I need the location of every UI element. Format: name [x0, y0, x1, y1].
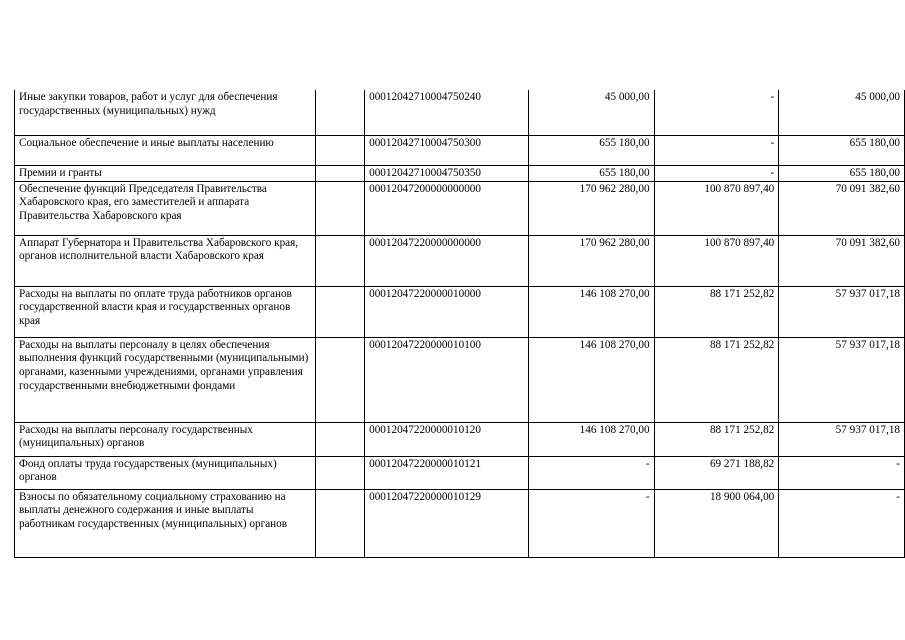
executed-amount-cell: -	[654, 165, 779, 181]
remaining-amount-cell: 655 180,00	[779, 135, 905, 165]
executed-amount-cell: 100 870 897,40	[654, 235, 779, 286]
expense-name-cell: Социальное обеспечение и иные выплаты населению	[15, 135, 316, 165]
executed-amount-cell: 69 271 188,82	[654, 456, 779, 489]
table-row	[15, 181, 905, 235]
remaining-amount-cell: 655 180,00	[779, 165, 905, 181]
empty-cell	[316, 181, 365, 235]
classification-code-cell: 00012047220000000000	[365, 235, 529, 286]
classification-code-cell: 00012047220000010000	[365, 286, 529, 337]
executed-amount-cell: -	[654, 135, 779, 165]
executed-amount-cell: 18 900 064,00	[654, 489, 779, 557]
expense-name-cell: Расходы на выплаты по оплате труда работников органов государственной власти края и государственных органов края	[15, 286, 316, 337]
empty-cell	[316, 489, 365, 557]
remaining-amount-cell: 57 937 017,18	[779, 337, 905, 422]
table-row	[15, 456, 905, 489]
table-row	[15, 489, 905, 557]
expense-name-cell: Взносы по обязательному социальному страхованию на выплаты денежного содержания и иные выплаты работникам государственных (муниципальных) органов	[15, 489, 316, 557]
classification-code-cell: 00012047220000010100	[365, 337, 529, 422]
expense-name-cell: Иные закупки товаров, работ и услуг для обеспечения государственных (муниципальных) нужд	[15, 90, 316, 135]
remaining-amount-cell: 57 937 017,18	[779, 422, 905, 456]
expense-name-cell: Аппарат Губернатора и Правительства Хабаровского края, органов исполнительной власти Хабаровского края	[15, 235, 316, 286]
classification-code-cell: 00012047220000010121	[365, 456, 529, 489]
approved-amount-cell: 45 000,00	[528, 90, 654, 135]
executed-amount-cell: 100 870 897,40	[654, 181, 779, 235]
expense-name-cell: Премии и гранты	[15, 165, 316, 181]
expense-name-cell: Обеспечение функций Председателя Правительства Хабаровского края, его заместителей и аппарата Правительства Хабаровского края	[15, 181, 316, 235]
empty-cell	[316, 337, 365, 422]
table-row	[15, 135, 905, 165]
remaining-amount-cell: 57 937 017,18	[779, 286, 905, 337]
remaining-amount-cell: -	[779, 456, 905, 489]
approved-amount-cell: 170 962 280,00	[528, 181, 654, 235]
table-row	[15, 165, 905, 181]
classification-code-cell: 00012047200000000000	[365, 181, 529, 235]
table-row	[15, 337, 905, 422]
empty-cell	[316, 135, 365, 165]
executed-amount-cell: 88 171 252,82	[654, 286, 779, 337]
approved-amount-cell: -	[528, 456, 654, 489]
expense-name-cell: Фонд оплаты труда государственых (муниципальных) органов	[15, 456, 316, 489]
executed-amount-cell: 88 171 252,82	[654, 422, 779, 456]
table-row	[15, 422, 905, 456]
approved-amount-cell: 146 108 270,00	[528, 286, 654, 337]
remaining-amount-cell: 45 000,00	[779, 90, 905, 135]
remaining-amount-cell: 70 091 382,60	[779, 235, 905, 286]
classification-code-cell: 00012047220000010120	[365, 422, 529, 456]
expense-name-cell: Расходы на выплаты персоналу государственных (муниципальных) органов	[15, 422, 316, 456]
approved-amount-cell: 655 180,00	[528, 165, 654, 181]
empty-cell	[316, 456, 365, 489]
table-row	[15, 235, 905, 286]
approved-amount-cell: 146 108 270,00	[528, 422, 654, 456]
remaining-amount-cell: 70 091 382,60	[779, 181, 905, 235]
budget-table	[14, 90, 905, 558]
executed-amount-cell: -	[654, 90, 779, 135]
classification-code-cell: 00012042710004750240	[365, 90, 529, 135]
classification-code-cell: 00012047220000010129	[365, 489, 529, 557]
empty-cell	[316, 165, 365, 181]
classification-code-cell: 00012042710004750350	[365, 165, 529, 181]
empty-cell	[316, 422, 365, 456]
executed-amount-cell: 88 171 252,82	[654, 337, 779, 422]
empty-cell	[316, 90, 365, 135]
approved-amount-cell: 146 108 270,00	[528, 337, 654, 422]
table-row	[15, 90, 905, 135]
empty-cell	[316, 286, 365, 337]
approved-amount-cell: 655 180,00	[528, 135, 654, 165]
expense-name-cell: Расходы на выплаты персоналу в целях обеспечения выполнения функций государственными (муниципальными) органами, казенными учреждениями, органами управления государственными внебюджетными фондами	[15, 337, 316, 422]
approved-amount-cell: -	[528, 489, 654, 557]
remaining-amount-cell: -	[779, 489, 905, 557]
empty-cell	[316, 235, 365, 286]
classification-code-cell: 00012042710004750300	[365, 135, 529, 165]
approved-amount-cell: 170 962 280,00	[528, 235, 654, 286]
table-row	[15, 286, 905, 337]
